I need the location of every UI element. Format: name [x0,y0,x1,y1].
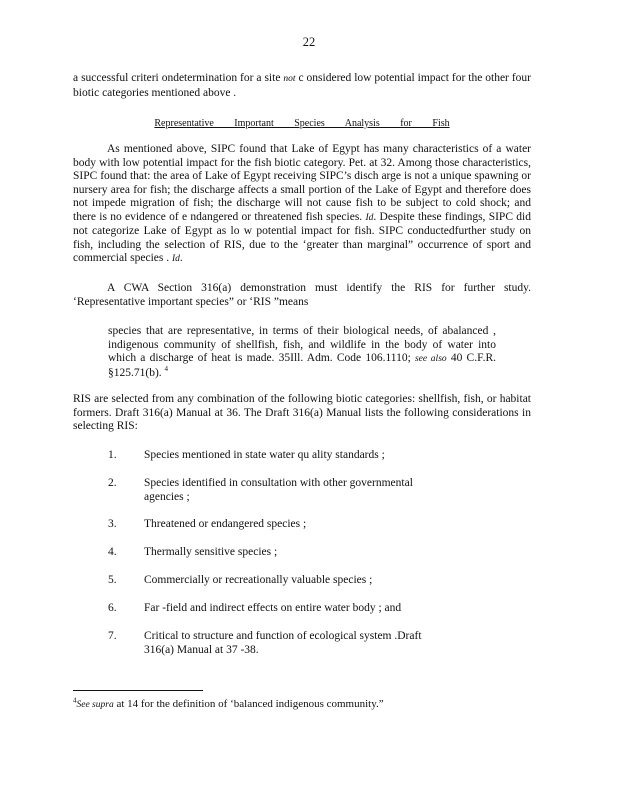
list-item-text: Commercially or recreationally valuable species ; [144,574,373,586]
italic-not: not [283,74,296,84]
footnote-divider [73,690,203,691]
footnote-ref: 4 [164,364,169,373]
page-number: 22 [302,35,316,49]
list-item-number: 4. [108,546,117,558]
list-item-number: 6. [108,602,117,614]
paragraph-sipc-findings: As mentioned above, SIPC found that Lake of Egypt has many characteristics of a water body with low potential impact for the fish biotic category. Pet. at 32. Among those characteristics, SIPC found that: the area of Lake of Egypt receiving SIPC’s disch arge is not a unique spawning or nursery area for fish; the discharge affects a small portion of the Lake of Egypt and therefore does not impede migration of fish; the discharge will not cause fish to be subject to cold shock; and there is no evidence of e ndangered or threatened fish species. Id. Despite these findings, SIPC did not categorize Lake of Egypt as lo w potential impact for fish. SIPC conductedfurther study on fish, including the selection of RIS, due to the ‘greater than marginal” occurrence of sport and commercial species . Id. [73,143,531,264]
list-item-number: 7. [108,630,117,642]
italic-id-2: Id [172,254,180,264]
paragraph-ris-selection: RIS are selected from any combination of the following biotic categories: shellfish, fish, or habitat formers. Draft 316(a) Manual at 36. The Draft 316(a) Manual lists the following considerations in selecting RIS: [73,393,531,432]
list-item-text: Species identified in consultation with other governmental agencies ; [144,477,413,503]
list-item-number: 5. [108,574,117,586]
list-item-text: Thermally sensitive species ; [144,546,278,558]
italic-see-also: see also [414,354,447,364]
paragraph-cwa-demonstration: A CWA Section 316(a) demonstration must identify the RIS for further study. ‘Representative important species” or ‘RIS ”means [73,282,531,308]
list-item-text: Far -field and indirect effects on entire water body ; and [144,602,402,614]
paragraph-intro: a successful criteri ondetermination for a site not c onsidered low potential impact for the other four biotic categories mentioned above . [73,72,532,99]
list-item-number: 3. [108,518,117,530]
list-item-text: Species mentioned in state water qu ality standards ; [144,449,385,461]
block-quote-definition: species that are representative, in terms of their biological needs, of abalanced , indigenous community of shellfish, fish, and wildlife in the body of water into which a discharge of heat is made. 35Ill. Adm. Code 106.1110; see also 40 C.F.R. §125.71(b). $^4$ [108,325,496,379]
footnote: $^4$See supra at 14 for the definition of ‘balanced indigenous community.” [73,696,384,710]
list-item-number: 2. [108,477,117,489]
list-item-text: Threatened or endangered species ; [144,518,307,530]
italic-see-supra: See supra [76,700,114,710]
italic-id-1: Id [365,212,374,223]
list-item-number: 1. [108,449,117,461]
list-item-text: Critical to structure and function of ecological system .Draft 316(a) Manual at 37 -38. [144,630,422,656]
section-heading: Representative Important Species Analysis for Fish [154,118,450,129]
